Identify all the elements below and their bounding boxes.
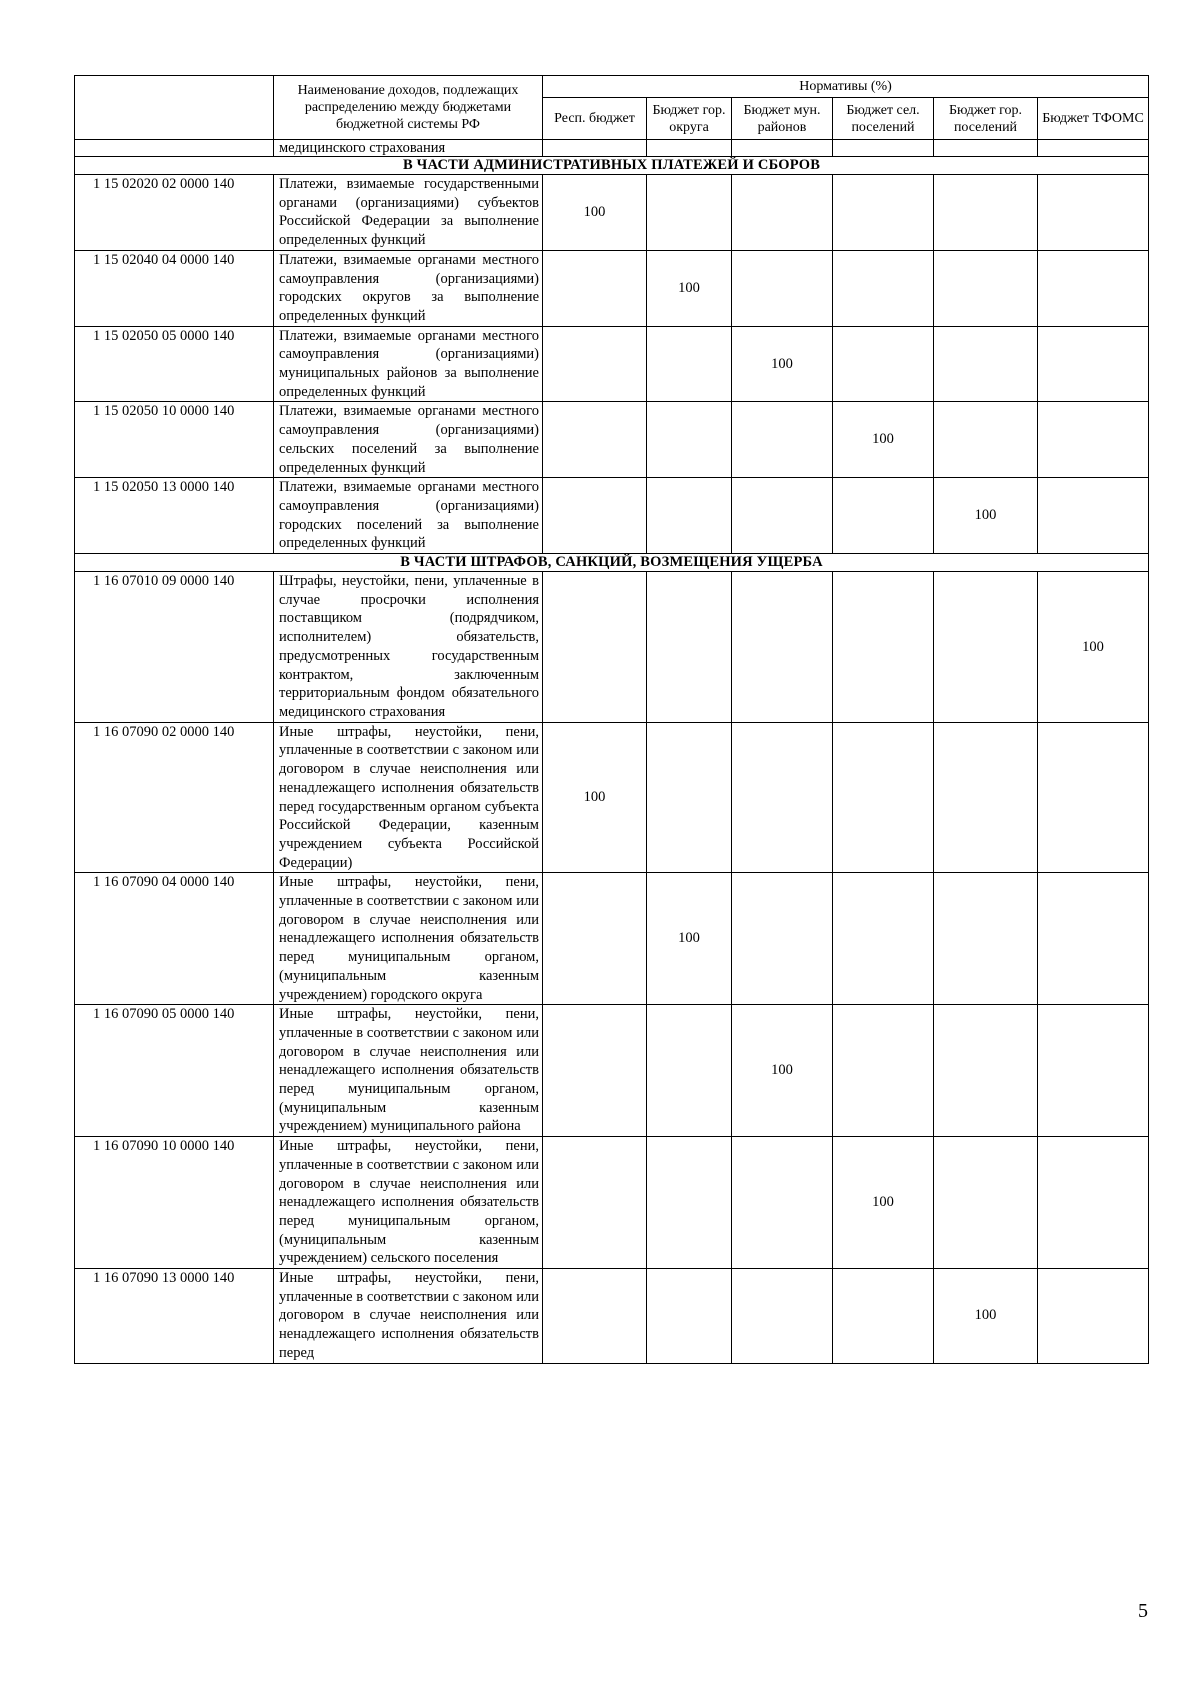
normative-value (647, 175, 732, 251)
normative-value (543, 1137, 647, 1269)
normative-value (1038, 1137, 1149, 1269)
normative-value (543, 478, 647, 554)
normative-value (833, 1005, 934, 1137)
revenue-name: Иные штрафы, неустойки, пени, уплаченные в соответствии с законом или договором в случае неисполнения или ненадлежащего исполнения обязательств перед государственным органом субъекта Российской Федерации, казенным учреждением субъекта Российской Федерации) (274, 722, 543, 873)
table-row (75, 175, 1149, 251)
code-cell (75, 140, 274, 157)
table-body (75, 140, 1149, 1364)
revenue-name: Иные штрафы, неустойки, пени, уплаченные в соответствии с законом или договором в случае неисполнения или ненадлежащего исполнения обязательств перед муниципальным органом, (муниципальным казенным учреждением) муниципального района (274, 1005, 543, 1137)
revenue-distribution-table (74, 75, 1149, 1364)
value-cell (1038, 140, 1149, 157)
budget-column-header: Бюджет мун. районов (732, 98, 833, 140)
normative-value (732, 250, 833, 326)
normative-value (934, 402, 1038, 478)
budget-column-header: Бюджет сел. поселений (833, 98, 934, 140)
normative-value: 100 (833, 402, 934, 478)
normative-value (1038, 326, 1149, 402)
normative-value (732, 722, 833, 873)
normative-value (732, 1137, 833, 1269)
section-title: В ЧАСТИ ШТРАФОВ, САНКЦИЙ, ВОЗМЕЩЕНИЯ УЩЕРБА (75, 554, 1149, 572)
normative-value (647, 402, 732, 478)
normative-value (833, 478, 934, 554)
normative-value (934, 1137, 1038, 1269)
normative-value (934, 722, 1038, 873)
normative-value (543, 326, 647, 402)
budget-column-header: Бюджет гор. округа (647, 98, 732, 140)
name-column-header: Наименование доходов, подлежащих распределению между бюджетами бюджетной системы РФ (274, 76, 543, 140)
normative-value (934, 326, 1038, 402)
normative-value (647, 478, 732, 554)
normative-value (934, 1005, 1038, 1137)
revenue-name: Иные штрафы, неустойки, пени, уплаченные в соответствии с законом или договором в случае неисполнения или ненадлежащего исполнения обязательств перед муниципальным органом, (муниципальным казенным учреждением) городского округа (274, 873, 543, 1005)
table-row (75, 478, 1149, 554)
normative-value (833, 1269, 934, 1364)
normative-value: 100 (934, 1269, 1038, 1364)
table-row (75, 402, 1149, 478)
table-row (75, 1005, 1149, 1137)
revenue-name: Штрафы, неустойки, пени, уплаченные в случае просрочки исполнения поставщиком (подрядчиком, исполнителем) обязательств, предусмотренных государственным контрактом, заключенным территориальным фондом обязательного медицинского страхования (274, 572, 543, 723)
normative-value (732, 873, 833, 1005)
table-row (75, 1137, 1149, 1269)
section-header-row (75, 157, 1149, 175)
normative-value (833, 326, 934, 402)
revenue-code: 1 16 07090 13 0000 140 (75, 1269, 274, 1364)
normative-value (732, 478, 833, 554)
normative-value (833, 175, 934, 251)
continuation-text: медицинского страхования (274, 140, 543, 157)
normatives-header: Нормативы (%) (543, 76, 1149, 98)
revenue-code: 1 16 07010 09 0000 140 (75, 572, 274, 723)
normative-value (647, 722, 732, 873)
normative-value (543, 1269, 647, 1364)
normative-value: 100 (833, 1137, 934, 1269)
normative-value: 100 (1038, 572, 1149, 723)
revenue-code: 1 15 02050 10 0000 140 (75, 402, 274, 478)
revenue-name: Платежи, взимаемые органами местного самоуправления (организациями) городских поселений за выполнение определенных функций (274, 478, 543, 554)
normative-value (1038, 1269, 1149, 1364)
table-row (75, 722, 1149, 873)
revenue-code: 1 15 02040 04 0000 140 (75, 250, 274, 326)
normative-value (1038, 250, 1149, 326)
table-row (75, 572, 1149, 723)
normative-value (543, 873, 647, 1005)
value-cell (732, 140, 833, 157)
revenue-code: 1 16 07090 10 0000 140 (75, 1137, 274, 1269)
table-row (75, 873, 1149, 1005)
normative-value (647, 572, 732, 723)
value-cell (934, 140, 1038, 157)
revenue-name: Платежи, взимаемые органами местного самоуправления (организациями) сельских поселений за выполнение определенных функций (274, 402, 543, 478)
revenue-code: 1 15 02050 13 0000 140 (75, 478, 274, 554)
budget-column-header: Бюджет ТФОМС (1038, 98, 1149, 140)
normative-value (647, 1005, 732, 1137)
budget-column-header: Респ. бюджет (543, 98, 647, 140)
page-number: 5 (1138, 1600, 1148, 1622)
normative-value: 100 (647, 873, 732, 1005)
normative-value (732, 572, 833, 723)
normative-value (934, 250, 1038, 326)
normative-value (1038, 402, 1149, 478)
revenue-name: Платежи, взимаемые органами местного самоуправления (организациями) городских округов за выполнение определенных функций (274, 250, 543, 326)
normative-value (543, 572, 647, 723)
value-cell (833, 140, 934, 157)
revenue-code: 1 15 02050 05 0000 140 (75, 326, 274, 402)
revenue-name: Иные штрафы, неустойки, пени, уплаченные в соответствии с законом или договором в случае неисполнения или ненадлежащего исполнения обязательств перед муниципальным органом, (муниципальным казенным учреждением) сельского поселения (274, 1137, 543, 1269)
normative-value (732, 402, 833, 478)
revenue-code: 1 16 07090 02 0000 140 (75, 722, 274, 873)
table-row (75, 250, 1149, 326)
normative-value (1038, 175, 1149, 251)
revenue-name: Платежи, взимаемые органами местного самоуправления (организациями) муниципальных районов за выполнение определенных функций (274, 326, 543, 402)
section-header-row (75, 554, 1149, 572)
normative-value (1038, 478, 1149, 554)
normative-value: 100 (732, 1005, 833, 1137)
normative-value (543, 1005, 647, 1137)
normative-value (647, 1269, 732, 1364)
normative-value (833, 572, 934, 723)
normative-value (833, 873, 934, 1005)
section-title: В ЧАСТИ АДМИНИСТРАТИВНЫХ ПЛАТЕЖЕЙ И СБОРОВ (75, 157, 1149, 175)
normative-value (934, 175, 1038, 251)
normative-value (543, 402, 647, 478)
value-cell (647, 140, 732, 157)
table-row (75, 1269, 1149, 1364)
normative-value (647, 1137, 732, 1269)
value-cell (543, 140, 647, 157)
revenue-name: Платежи, взимаемые государственными органами (организациями) субъектов Российской Федерации за выполнение определенных функций (274, 175, 543, 251)
revenue-name: Иные штрафы, неустойки, пени, уплаченные в соответствии с законом или договором в случае неисполнения или ненадлежащего исполнения обязательств перед (274, 1269, 543, 1364)
revenue-code: 1 15 02020 02 0000 140 (75, 175, 274, 251)
revenue-distribution-table-wrapper (74, 75, 1148, 1364)
normative-value (732, 1269, 833, 1364)
normative-value (543, 250, 647, 326)
normative-value: 100 (647, 250, 732, 326)
normative-value (934, 873, 1038, 1005)
normative-value: 100 (732, 326, 833, 402)
normative-value (833, 722, 934, 873)
continuation-row (75, 140, 1149, 157)
revenue-code: 1 16 07090 04 0000 140 (75, 873, 274, 1005)
normative-value: 100 (543, 722, 647, 873)
normative-value (1038, 873, 1149, 1005)
normative-value: 100 (543, 175, 647, 251)
normative-value (1038, 1005, 1149, 1137)
normative-value (732, 175, 833, 251)
budget-column-header: Бюджет гор. поселений (934, 98, 1038, 140)
normative-value (1038, 722, 1149, 873)
normative-value (647, 326, 732, 402)
normative-value (934, 572, 1038, 723)
normative-value (833, 250, 934, 326)
code-column-header (75, 76, 274, 140)
revenue-code: 1 16 07090 05 0000 140 (75, 1005, 274, 1137)
table-row (75, 326, 1149, 402)
normative-value: 100 (934, 478, 1038, 554)
